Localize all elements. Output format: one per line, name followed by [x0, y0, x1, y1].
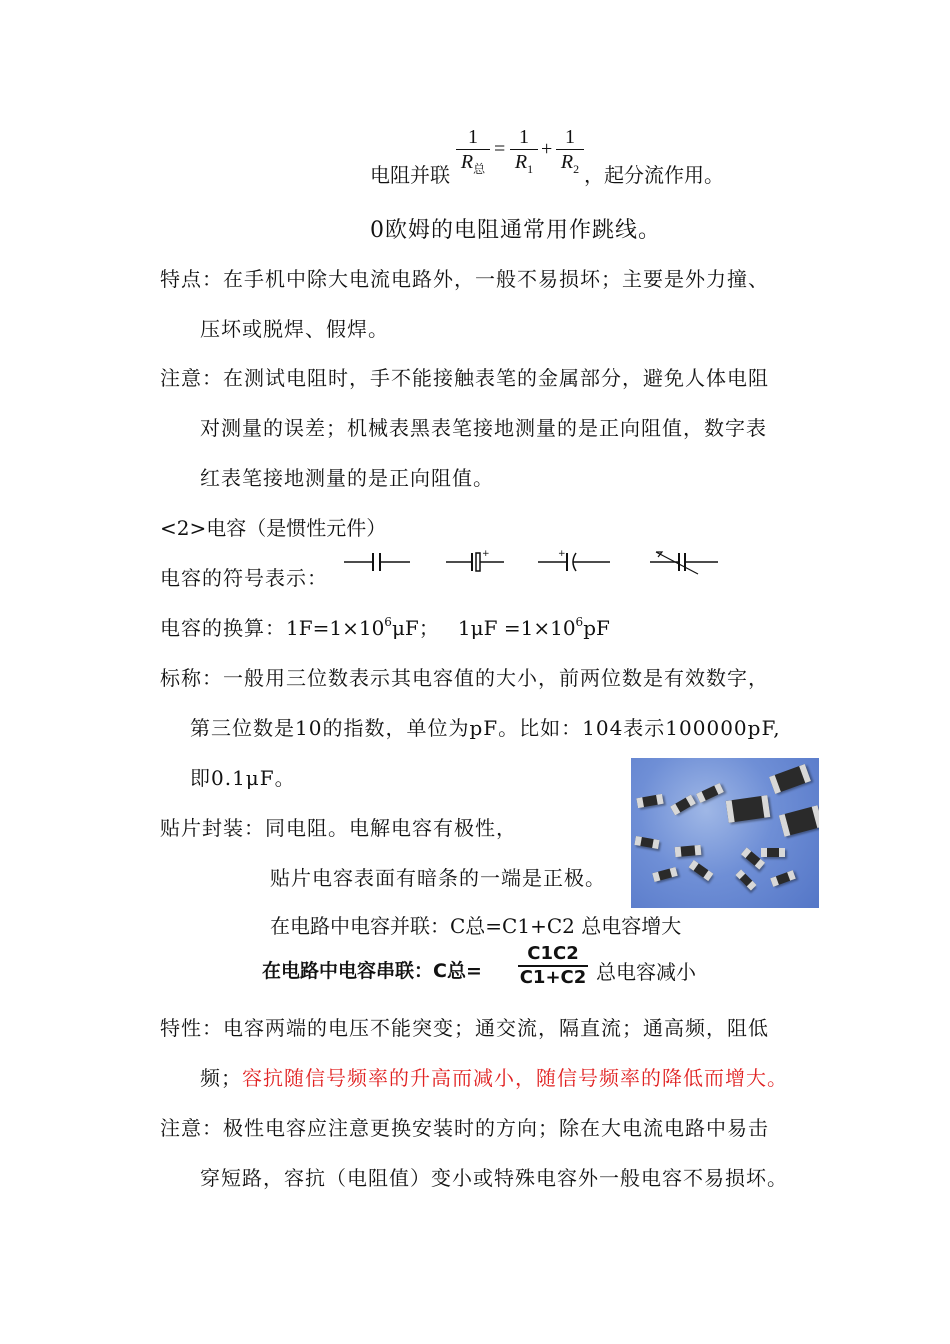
nominal-line1: 标称：一般用三位数表示其电容值的大小，前两位数是有效数字，	[160, 666, 769, 690]
fraction-r1: 1 $R_1$	[510, 126, 538, 180]
note2-line1: 注意：极性电容应注意更换安装时的方向；除在大电流电路中易击	[160, 1116, 769, 1140]
plus-sign: +	[541, 138, 553, 160]
nominal-line3: 即0.1μF。	[190, 766, 296, 790]
zero-ohm-line: 0欧姆的电阻通常用作跳线。	[370, 218, 661, 243]
capacitor-heading: <2>电容（是惯性元件）	[160, 516, 387, 540]
conversion-unit1: μF；	[391, 616, 439, 640]
nominal-line2: 第三位数是10的指数，单位为pF。比如：104表示100000pF,	[190, 716, 781, 740]
fraction-denominator: $R_总$	[460, 151, 486, 176]
conversion-part1: 1F=1×10	[286, 616, 385, 640]
conversion-exp1: 6	[384, 615, 392, 629]
smd-capacitor-photo	[631, 758, 819, 908]
conversion-part2: 1μF =1×10	[457, 616, 576, 640]
fraction-total	[456, 126, 490, 180]
characteristics-highlight: 容抗随信号频率的升高而减小，随信号频率的降低而增大。	[242, 1066, 788, 1090]
conversion-unit2: pF	[583, 616, 610, 640]
series-prefix: 在电路中电容串联：C总=	[262, 960, 482, 982]
variable-capacitor-symbol-icon	[650, 548, 718, 576]
characteristics-line1: 特性：电容两端的电压不能突变；通交流，隔直流；通高频，阻低	[160, 1016, 769, 1040]
svg-text:+: +	[482, 549, 490, 559]
features-line2: 压坏或脱焊、假焊。	[200, 317, 389, 341]
formula-suffix: ，起分流作用。	[584, 163, 724, 187]
features-line1: 特点：在手机中除大电流电路外，一般不易损坏；主要是外力撞、	[160, 267, 769, 291]
fraction-numerator: 1	[468, 126, 478, 148]
symbol-label: 电容的符号表示：	[160, 566, 328, 590]
smd-line1: 贴片封装：同电阻。电解电容有极性，	[160, 816, 517, 840]
series-numerator: C1C2	[527, 943, 579, 964]
smd-line2: 贴片电容表面有暗条的一端是正极。	[270, 866, 606, 890]
equals-sign: =	[494, 138, 506, 160]
svg-text:+: +	[558, 549, 566, 559]
note1-line1: 注意：在测试电阻时，手不能接触表笔的金属部分，避免人体电阻	[160, 366, 769, 390]
electrolytic-capacitor-symbol-icon	[538, 548, 610, 574]
note1-line2: 对测量的误差；机械表黑表笔接地测量的是正向阻值，数字表	[200, 416, 767, 440]
conversion-exp2: 6	[575, 615, 584, 629]
capacitor-symbol-icon	[344, 550, 410, 574]
fraction-r2: 1 $R_2$	[556, 126, 584, 180]
conversion-line	[160, 612, 610, 641]
series-denominator: C1+C2	[519, 967, 587, 988]
conversion-label: 电容的换算：	[160, 616, 286, 640]
series-fraction	[518, 944, 588, 988]
polarized-capacitor-symbol-icon	[446, 548, 504, 574]
note2-line2: 穿短路，容抗（电阻值）变小或特殊电容外一般电容不易损坏。	[200, 1166, 788, 1190]
note1-line3: 红表笔接地测量的是正向阻值。	[200, 466, 494, 490]
parallel-capacitor-line: 在电路中电容并联：C总=C1+C2 总电容增大	[270, 914, 682, 938]
series-suffix: 总电容减小	[596, 960, 696, 984]
characteristics-line2: 频；容抗随信号频率的升高而减小，随信号频率的降低而增大。	[200, 1066, 788, 1090]
formula-prefix: 电阻并联	[370, 163, 450, 187]
